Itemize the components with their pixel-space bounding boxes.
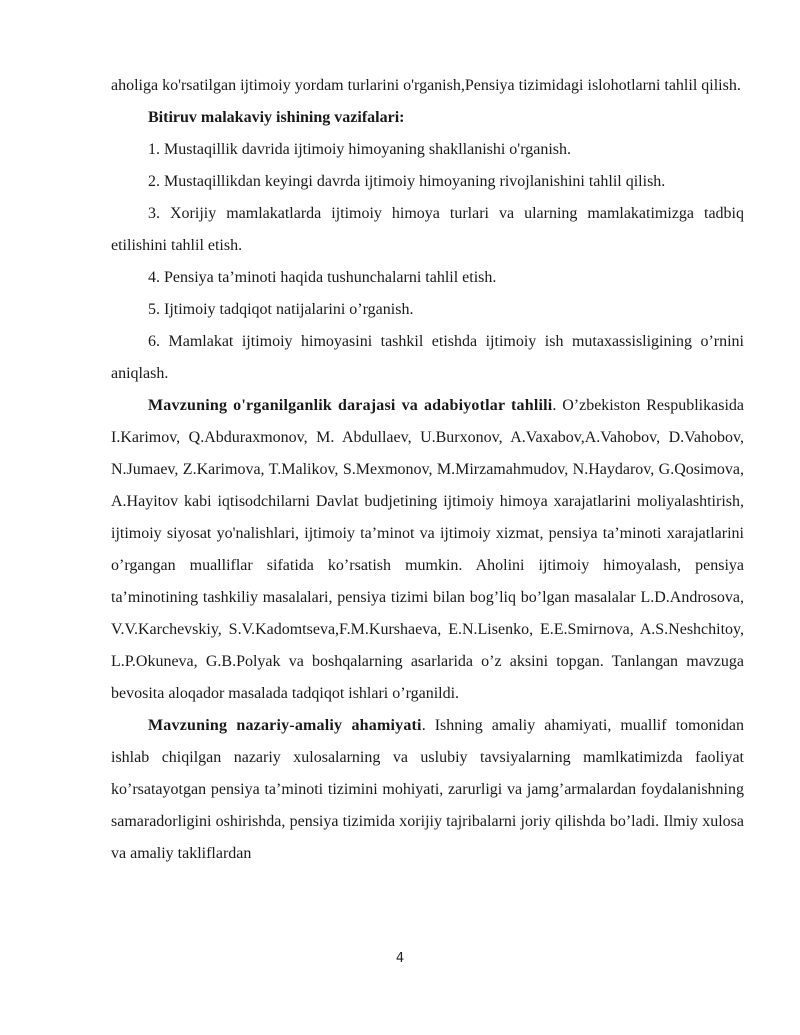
document-body: [111, 70, 744, 870]
literature-heading: Mavzuning o'rganilganlik darajasi va adabiyotlar tahlili: [148, 397, 553, 414]
literature-text: . O’zbekiston Respublikasida I.Karimov, Q.Abduraxmonov, M. Abdullaev, U.Burxonov, A.Vaxabov,A.Vahobov, D.Vahobov, N.Jumaev, Z.Karimova, T.Malikov, S.Mexmonov, M.Mirzamahmudov, N.Haydarov, G.Qosimova, A.Hayitov kabi iqtisodchilarni Davlat budjetining ijtimoiy himoya xarajatlarini moliyalashtirish, ijtimoiy siyosat yo'nalishlari, ijtimoiy ta’minot va ijtimoiy xizmat, pensiya ta’minoti xarajatlarini o’rgangan mualliflar sifatida ko’rsatish mumkin. Aholini ijtimoiy himoyalash, pensiya ta’minotining tashkiliy masalalari, pensiya tizimi bilan bog’liq bo’lgan masalalar L.D.Androsova, V.V.Karchevskiy, S.V.Kadomtseva,F.M.Kurshaeva, E.N.Lisenko, E.E.Smirnova, A.S.Neshchitoy, L.P.Okuneva, G.B.Polyak va boshqalarning asarlarida o’z aksini topgan. Tanlangan mavzuga bevosita aloqador masalada tadqiqot ishlari o’rganildi.: [111, 397, 744, 702]
task-item: 3. Xorijiy mamlakatlarda ijtimoiy himoya turlari va ularning mamlakatimizga tadbiq etilishini tahlil etish.: [111, 205, 744, 254]
task-item: 6. Mamlakat ijtimoiy himoyasini tashkil etishda ijtimoiy ish mutaxassisligining o’rnini aniqlash.: [111, 333, 744, 382]
literature-paragraph: [111, 390, 744, 710]
significance-heading: Mavzuning nazariy-amaliy ahamiyati: [148, 717, 422, 734]
task-item: 2. Mustaqillikdan keyingi davrda ijtimoiy himoyaning rivojlanishini tahlil qilish.: [148, 173, 666, 190]
tasks-heading: Bitiruv malakaviy ishining vazifalari:: [148, 109, 405, 126]
page-number: 4: [395, 951, 405, 966]
significance-paragraph: [111, 710, 744, 870]
significance-text: . Ishning amaliy ahamiyati, muallif tomonidan ishlab chiqilgan nazariy xulosalarning va uslubiy tavsiyalarning mamlkatimizda faoliyat ko’rsatayotgan pensiya ta’minoti tizimini mohiyati, zarurligi va jamg’armalardan foydalanishning samaradorligini oshirishda, pensiya tizimida xorijiy tajribalarni joriy qilishda bo’ladi. Ilmiy xulosa va amaliy takliflardan: [111, 717, 744, 862]
task-item: 4. Pensiya ta’minoti haqida tushunchalarni tahlil etish.: [148, 269, 497, 286]
task-item: 5. Ijtimoiy tadqiqot natijalarini o’rganish.: [148, 301, 414, 318]
task-item: 1. Mustaqillik davrida ijtimoiy himoyaning shakllanishi o'rganish.: [148, 141, 571, 158]
intro-paragraph: aholiga ko'rsatilgan ijtimoiy yordam turlarini o'rganish,Pensiya tizimidagi islohotlarni tahlil qilish.: [111, 77, 741, 94]
